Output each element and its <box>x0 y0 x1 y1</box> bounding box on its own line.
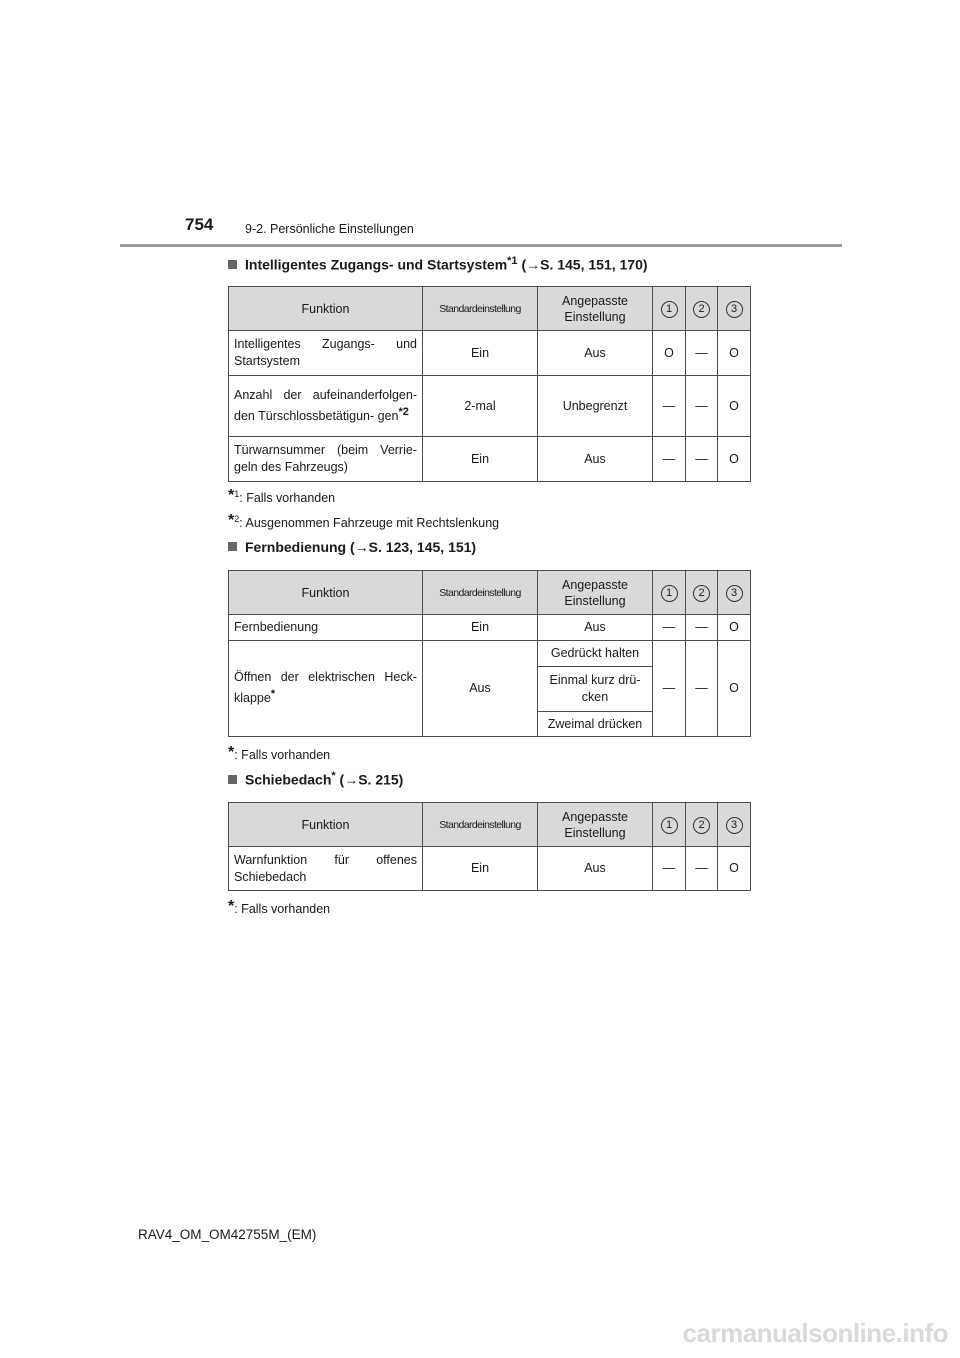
col-angepasst: Angepasste Einstellung <box>538 803 653 847</box>
col-angepasst: Angepasste Einstellung <box>538 287 653 331</box>
col-3 <box>718 571 751 615</box>
settings-table-fernbedienung: Funktion Standardeinstellung Angepasste Einstellung 1 2 3 Fernbedienung Ein Aus — — O Öffnen der elektrischen Heck- klappe* Aus Gedrückt halten — — O Einmal kurz drü- cken Zweimal drücken <box>228 570 751 737</box>
table-row: Öffnen der elektrischen Heck- klappe* Aus Gedrückt halten — — O <box>229 641 751 667</box>
circled-number-3: 3 <box>726 585 743 602</box>
table-row: Anzahl der aufeinanderfolgen- den Türschlossbetätigun- gen$^{*2}$ 2-mal Unbegrenzt — — O <box>229 376 751 437</box>
page-number: 754 <box>185 215 214 234</box>
settings-table-zugang <box>228 286 751 482</box>
table-row: Fernbedienung Ein Aus — — O <box>229 615 751 641</box>
table-header-row <box>229 571 751 615</box>
table-row: Warnfunktion für offenes Schiebedach Ein Aus — — O <box>229 847 751 891</box>
table-header-row <box>229 287 751 331</box>
section-heading-schiebedach: Schiebedach* (→S. 215) <box>228 770 403 788</box>
footnote-2: *$^2$: Ausgenommen Fahrzeuge mit Rechtslenkung <box>228 512 500 530</box>
circled-number-3: 3 <box>726 817 743 834</box>
square-bullet-icon <box>228 260 237 269</box>
page-reference: (→S. 123, 145, 151) <box>350 539 477 555</box>
footnote: *: Falls vorhanden <box>228 898 331 916</box>
page-reference: (→S. 215) <box>339 771 404 788</box>
table-row: Türwarnsummer (beim Verrie- geln des Fahrzeugs) Ein Aus — — O <box>229 437 751 482</box>
table-row: Intelligentes Zugangs- und Startsystem Ein Aus O — O <box>229 331 751 376</box>
col-2 <box>686 571 718 615</box>
col-3 <box>718 287 751 331</box>
footnote: *: Falls vorhanden <box>228 744 331 762</box>
watermark: carmanualsonline.info <box>682 1318 948 1348</box>
chapter-title: 9-2. Persönliche Einstellungen <box>245 222 414 236</box>
circled-number-1: 1 <box>661 817 678 834</box>
col-funktion: Funktion <box>229 803 423 847</box>
circled-number-2: 2 <box>693 301 710 318</box>
col-1 <box>653 571 686 615</box>
section-heading-fernbedienung: Fernbedienung (→S. 123, 145, 151) <box>228 539 476 555</box>
col-3 <box>718 803 751 847</box>
col-standard: Standardeinstellung <box>423 571 538 615</box>
col-angepasst: Angepasste Einstellung <box>538 571 653 615</box>
col-funktion: Funktion <box>229 571 423 615</box>
circled-number-2: 2 <box>693 817 710 834</box>
header-rule <box>120 244 842 247</box>
page-reference: (→S. 145, 151, 170) <box>521 256 648 273</box>
table-header-row <box>229 803 751 847</box>
footnote-1: *$^1$: Falls vorhanden <box>228 487 336 505</box>
col-standard: Standardeinstellung <box>423 803 538 847</box>
circled-number-1: 1 <box>661 301 678 318</box>
square-bullet-icon <box>228 775 237 784</box>
col-2 <box>686 803 718 847</box>
col-1 <box>653 803 686 847</box>
col-standard: Standardeinstellung <box>423 287 538 331</box>
settings-table-schiebedach <box>228 802 751 891</box>
circled-number-3: 3 <box>726 301 743 318</box>
footnote-mark: * <box>331 770 336 782</box>
circled-number-1: 1 <box>661 585 678 602</box>
document-id: RAV4_OM_OM42755M_(EM) <box>138 1227 317 1242</box>
footnote-mark: *1 <box>507 255 518 267</box>
square-bullet-icon <box>228 542 237 551</box>
section-heading-zugang: Intelligentes Zugangs- und Startsystem$^{*1}$ (→S. 145, 151, 170) <box>228 255 648 273</box>
circled-number-2: 2 <box>693 585 710 602</box>
col-1 <box>653 287 686 331</box>
col-funktion: Funktion <box>229 287 423 331</box>
col-2 <box>686 287 718 331</box>
